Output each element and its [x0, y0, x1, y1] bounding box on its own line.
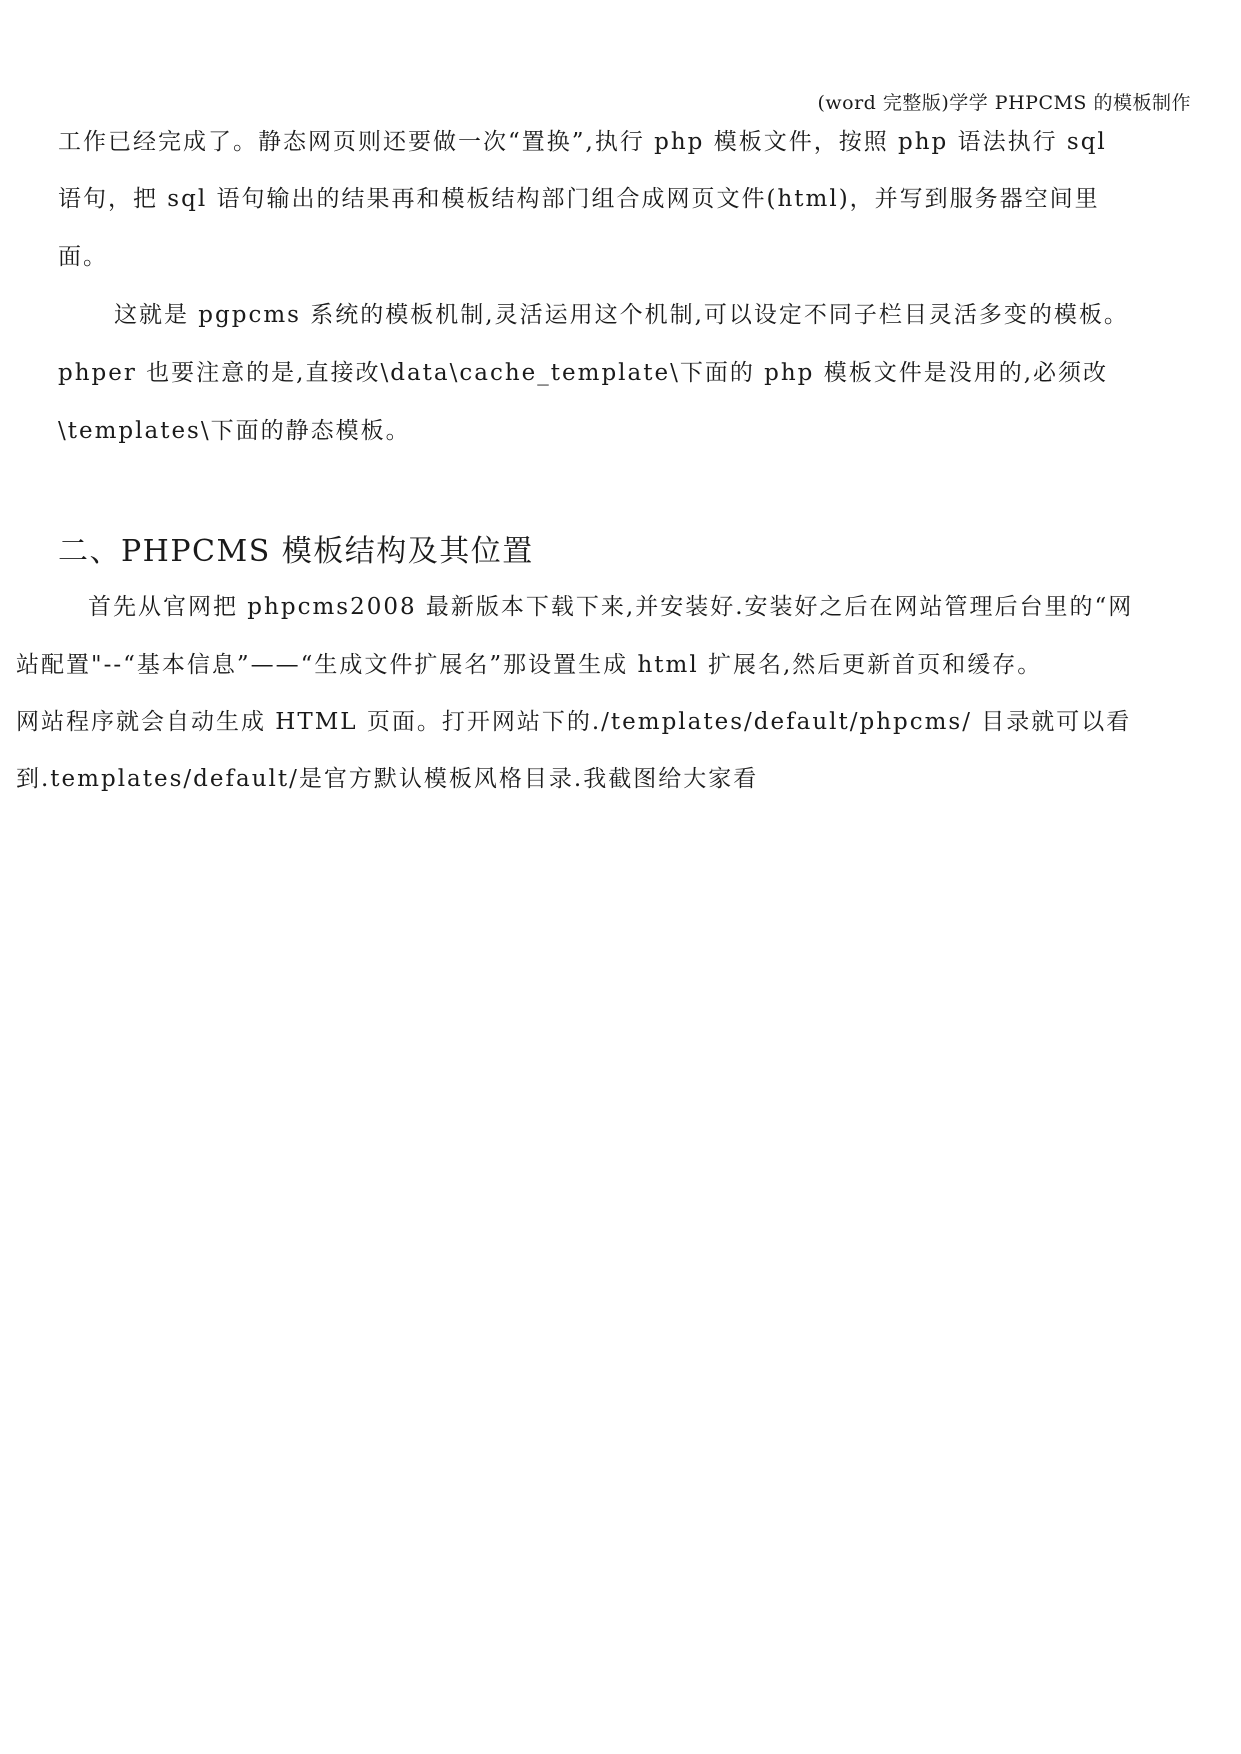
paragraph-line: 首先从官网把 phpcms2008 最新版本下载下来,并安装好.安装好之后在网站管理后台里的“网 — [88, 594, 1134, 620]
paragraph-line: phper 也要注意的是,直接改\data\cache_template\下面的 php 模板文件是没用的,必须改 — [58, 360, 1109, 386]
paragraph-line: 语句，把 sql 语句输出的结果再和模板结构部门组合成网页文件(html)，并写到服务器空间里 — [58, 186, 1100, 212]
paragraph-line: 网站程序就会自动生成 HTML 页面。打开网站下的./templates/default/phpcms/ 目录就可以看 — [16, 709, 1132, 735]
paragraph-line: 这就是 pgpcms 系统的模板机制,灵活运用这个机制,可以设定不同子栏目灵活多变的模板。 — [114, 302, 1129, 328]
paragraph-line: \templates\下面的静态模板。 — [58, 418, 411, 444]
page-header: (word 完整版)学学 PHPCMS 的模板制作 — [817, 92, 1191, 114]
paragraph-line: 站配置"--“基本信息”——“生成文件扩展名”那设置生成 html 扩展名,然后更新首页和缓存。 — [16, 652, 1043, 678]
section-heading: 二、PHPCMS 模板结构及其位置 — [58, 534, 534, 569]
paragraph-line: 工作已经完成了。静态网页则还要做一次“置换”,执行 php 模板文件，按照 php 语法执行 sql — [58, 129, 1107, 155]
paragraph-line: 面。 — [58, 244, 108, 270]
paragraph-line: 到.templates/default/是官方默认模板风格目录.我截图给大家看 — [16, 766, 759, 792]
